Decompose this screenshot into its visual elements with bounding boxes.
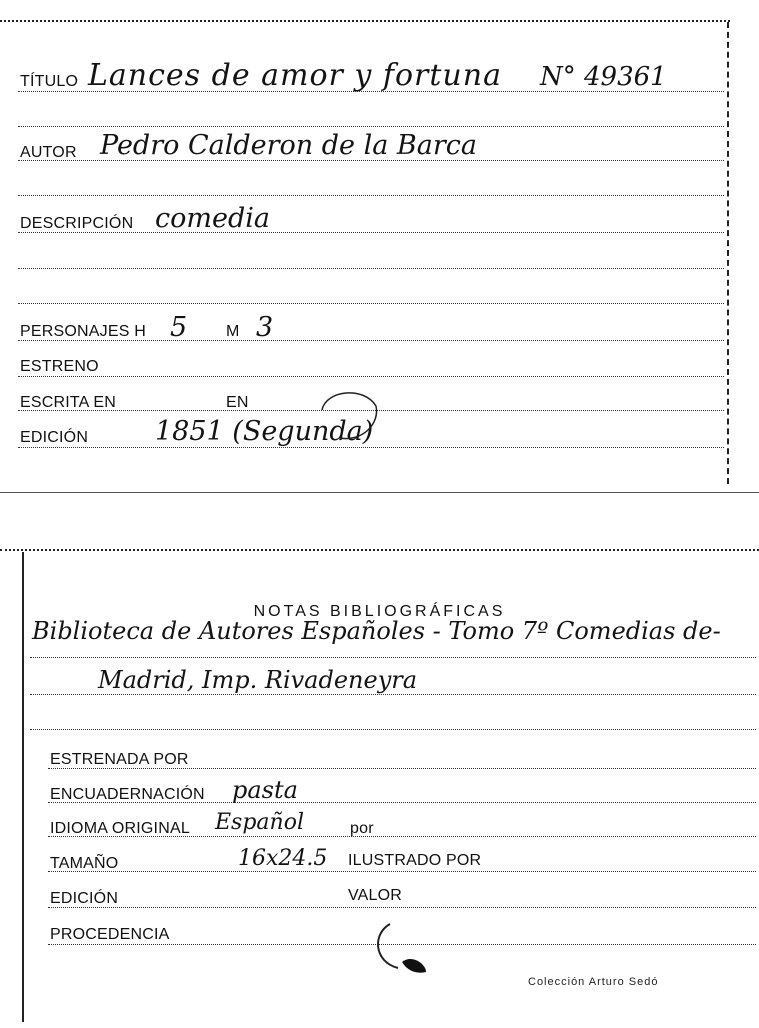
personajes-h-value: 5 xyxy=(170,312,188,343)
card-back-left-edge xyxy=(22,552,24,1022)
tamano-value: 16x24.5 xyxy=(238,846,328,871)
estrenada-label: ESTRENADA POR xyxy=(50,751,189,768)
titulo-label: TÍTULO xyxy=(20,73,79,90)
card-separator xyxy=(0,492,759,493)
card-top-edge xyxy=(0,20,730,22)
descripcion-value: comedia xyxy=(155,203,270,234)
idioma-label: IDIOMA ORIGINAL xyxy=(50,820,190,837)
card-right-edge xyxy=(727,22,729,484)
numero-value: N° 49361 xyxy=(540,62,667,92)
por-label: por xyxy=(350,820,374,837)
titulo-value: Lances de amor y fortuna xyxy=(88,58,502,93)
encuadernacion-value: pasta xyxy=(232,776,298,804)
rule-blank-1 xyxy=(18,126,724,127)
rule-notas-2 xyxy=(30,694,756,695)
procedencia-label: PROCEDENCIA xyxy=(50,926,170,943)
personajes-label: PERSONAJES H xyxy=(20,323,146,340)
punch-hole-mark xyxy=(314,384,384,446)
rule-blank-3 xyxy=(18,268,724,269)
rule-edicion xyxy=(18,447,724,448)
rule-notas-3 xyxy=(30,729,756,730)
rule-blank-2 xyxy=(18,195,724,196)
personajes-m-label: M xyxy=(226,323,240,340)
tamano-label: TAMAÑO xyxy=(50,855,119,872)
edicion-b-label: EDICIÓN xyxy=(50,890,119,907)
catalog-card-front xyxy=(0,0,759,492)
edicion-value: 1851 (Segunda) xyxy=(155,416,374,447)
ilustrado-label: ILUSTRADO POR xyxy=(348,852,482,869)
rule-notas-1 xyxy=(30,657,756,658)
notas-line-1: Biblioteca de Autores Españoles - Tomo 7º Comedias de- xyxy=(32,617,721,645)
escrita-en-label: ESCRITA EN xyxy=(20,394,116,411)
rule-edicion-b xyxy=(48,907,756,908)
valor-label: VALOR xyxy=(348,887,403,904)
idioma-value: Español xyxy=(215,810,304,835)
personajes-m-value: 3 xyxy=(256,312,274,343)
edicion-label: EDICIÓN xyxy=(20,429,89,446)
card-back-top-edge xyxy=(0,549,759,551)
rule-blank-4 xyxy=(18,303,724,304)
punch-hole-mark-back xyxy=(368,918,438,978)
en-label: EN xyxy=(226,394,249,411)
notas-title: NOTAS BIBLIOGRÁFICAS xyxy=(253,603,506,620)
rule-estreno xyxy=(18,376,724,377)
autor-value: Pedro Calderon de la Barca xyxy=(100,130,477,161)
autor-label: AUTOR xyxy=(20,144,77,161)
rule-tamano xyxy=(48,871,756,872)
encuadernacion-label: ENCUADERNACIÓN xyxy=(50,786,205,803)
notas-line-2: Madrid, Imp. Rivadeneyra xyxy=(98,666,418,694)
descripcion-label: DESCRIPCIÓN xyxy=(20,215,134,232)
estreno-label: ESTRENO xyxy=(20,358,99,375)
collection-footer: Colección Arturo Sedó xyxy=(528,976,659,988)
